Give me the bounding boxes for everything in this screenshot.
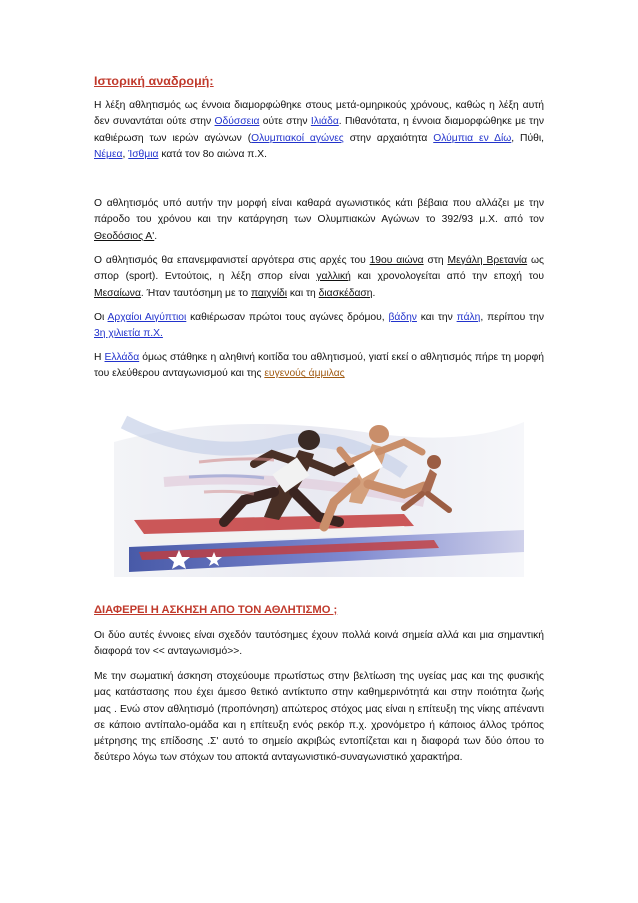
section-heading-exercise-vs-sport: ΔΙΑΦΕΡΕΙ Η ΑΣΚΗΣΗ ΑΠΟ ΤΟΝ ΑΘΛΗΤΙΣΜΟ ; [94,604,338,616]
paragraph-history-3 [94,253,544,302]
text-run: Ο αθλητισμός θα επανεμφανιστεί αργότερα στις αρχές του [94,255,370,266]
text-run: καθιέρωσαν πρώτοι τους αγώνες δρόμου, [186,312,389,323]
inline-link[interactable]: γαλλική [316,271,351,283]
text-run: Οι δύο αυτές έννοιες είναι σχεδόν ταυτόσημες έχουν πολλά κοινά σημεία αλλά και μια σημαντική διαφορά τον << ανταγωνισμό>>. [94,630,544,658]
inline-link[interactable]: 3η χιλιετία π.Χ. [94,328,163,340]
text-run: και την [416,312,457,323]
inline-link[interactable]: Μεσαίωνα [94,287,141,299]
text-run: όμως στάθηκε η αληθινή κοιτίδα του αθλητισμού, γιατί εκεί ο αθλητισμός πήρε τη μορφή του ελεύθερου ανταγωνισμού και της [94,352,544,380]
text-run: και τη [287,287,319,299]
inline-link[interactable]: Ελλάδα [104,352,140,363]
text-run: . [154,230,158,242]
inline-link[interactable]: Αρχαίοι Αιγύπτιοι [107,312,187,323]
text-run: . [372,287,376,299]
inline-link[interactable]: βάδην [388,312,417,323]
text-run: ούτε στην [259,116,311,128]
inline-link[interactable]: Θεοδόσιος Α' [94,230,155,242]
text-run: Ο αθλητισμός υπό αυτήν την μορφή είναι καθαρά αγωνιστικός κάτι βέβαια που αλλάζει με την πάροδο του χρόνου και την κατάργηση των Ολυμπιακών Αγώνων το 392/93 μ.Χ. από τον [94,198,544,226]
paragraph-difference-1 [94,628,544,661]
text-run: Οι [94,312,108,323]
text-run: Η [94,352,105,363]
section-heading-history: Ιστορική αναδρομή: [94,74,214,88]
inline-link[interactable]: πάλη [456,312,481,323]
sprinters-painting-icon [104,402,534,577]
text-run: ως σπορ (sport). Εντούτοις, η λέξη σπορ είναι [94,255,544,283]
text-run: , περίπου την [480,312,544,323]
paragraph-history-4 [94,310,544,343]
paragraph-history-5 [94,350,544,383]
inline-link[interactable]: Ολυμπιακοί αγώνες [251,132,344,144]
paragraph-history-1 [94,98,544,163]
text-run: στην αρχαιότητα [343,132,434,144]
paragraph-history-2 [94,196,544,245]
inline-link[interactable]: παιχνίδι [250,287,287,299]
text-run: , Πύθι, [511,132,544,144]
inline-link[interactable]: διασκέδαση [318,287,373,299]
text-run: Η λέξη αθλητισμός ως έννοια διαμορφώθηκε στους μετά-ομηρικούς χρόνους, καθώς η λέξη αυτή δεν συναντάται ούτε στην [94,100,544,128]
text-run: . Πιθανότατα, η έννοια διαμορφώθηκε με την καθιέρωση των ιερών αγώνων ( [94,116,545,144]
text-run: . Ήταν ταυτόσημη με το [140,287,251,299]
text-run: και χρονολογείται από την εποχή του [350,271,545,283]
inline-link[interactable]: Μεγάλη Βρετανία [447,255,528,266]
text-run: , [122,148,129,160]
inline-link[interactable]: 19ου αιώνα [369,255,424,266]
inline-link[interactable]: Οδύσσεια [214,116,260,128]
text-run: στη [423,255,448,266]
inline-link[interactable]: Ιλιάδα [310,116,339,128]
text-run: Με την σωματική άσκηση στοχεύουμε πρωτίστως στην βελτίωση της υγείας μας και της φυσικής μας κατάστασης που έχει άμεσο θετικό αντίκτυπο στην καθημερινότητά και στην ποιότητα ζωής μας . Ενώ στον αθλητισμό (προπόνηση) απώτερος στόχος μας είναι η επίτευξη της νίκης απέναντι σε κάποιο αντίπαλο-ομάδα και η επίτευξη ενός ρεκόρ π.χ. χρονόμετρο ή κάποιος άλλος τρόπος μέτρησης της επίδοσης .Σ' αυτό το σημείο ακριβώς εντοπίζεται και η διαφορά των δύο όπου το δεύτερο λόγω των στόχων του αποκτά ανταγωνιστικό-συναγωνιστικό χαρακτήρα. [94,671,544,764]
inline-link[interactable]: Νέμεα [94,148,123,160]
inline-link[interactable]: Ίσθμια [128,148,159,160]
inline-link[interactable]: ευγενούς άμμιλας [264,368,345,380]
paragraph-difference-2 [94,669,544,767]
inline-link[interactable]: Ολύμπια εν Δίω [433,132,512,144]
text-run: κατά τον 8ο αιώνα π.Χ. [158,148,267,160]
